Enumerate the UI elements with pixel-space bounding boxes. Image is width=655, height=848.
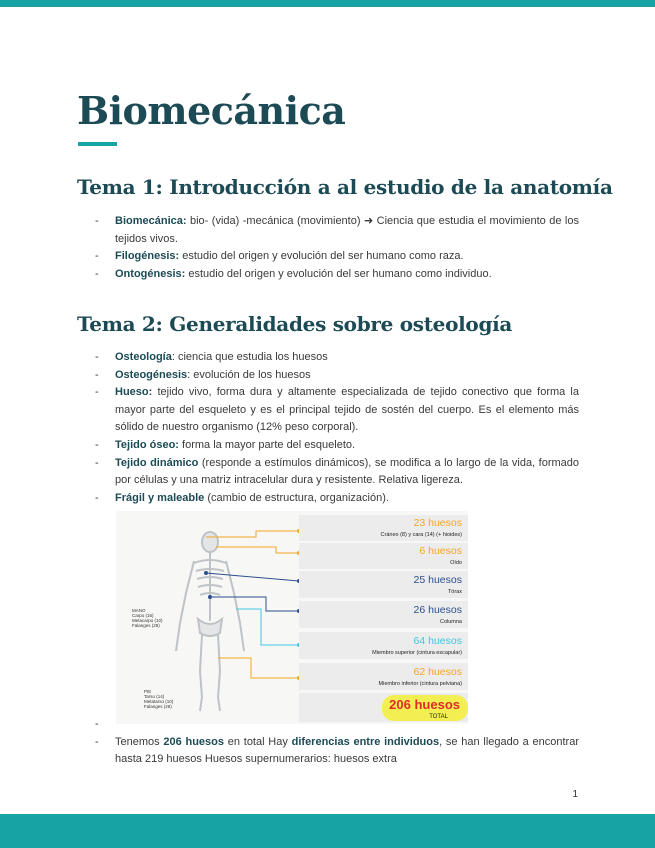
list-item: - Osteogénesis: evolución de los huesos bbox=[95, 368, 311, 381]
definition: estudio del origen y evolución del ser humano como individuo. bbox=[185, 267, 492, 280]
page-number: 1 bbox=[572, 789, 578, 800]
top-accent-bar bbox=[0, 0, 655, 7]
bone-row-ear: 6 huesos Oído bbox=[299, 543, 468, 569]
document-title: Biomecánica bbox=[77, 88, 346, 133]
foot-label: PIE Tarso (14) Metatarso (10) Falanges (28) bbox=[144, 689, 174, 709]
tema2-heading: Tema 2: Generalidades sobre osteología bbox=[77, 312, 513, 336]
tema1-heading: Tema 1: Introducción a al estudio de la anatomía bbox=[77, 175, 613, 199]
term: Ontogénesis: bbox=[115, 267, 186, 280]
list-item: - Tenemos 206 huesos en total Hay diferencias entre individuos, se han llegado a encontrar hasta 219 huesos Huesos supernumerarios: huesos extra bbox=[95, 735, 579, 766]
definition: forma la mayor parte del esqueleto. bbox=[178, 438, 356, 451]
tema2-list bbox=[95, 349, 579, 507]
list-item: - Frágil y maleable (cambio de estructura, organización). bbox=[95, 491, 389, 504]
list-item: - Osteología: ciencia que estudia los huesos bbox=[95, 351, 328, 363]
term: Filogénesis: bbox=[115, 250, 180, 263]
skeleton-bones-figure bbox=[116, 511, 468, 724]
term: Biomecánica: bbox=[115, 215, 187, 227]
definition: : evolución de los huesos bbox=[187, 368, 311, 381]
bottom-accent-bar bbox=[0, 814, 655, 848]
title-underline bbox=[78, 142, 117, 146]
term: Frágil y maleable bbox=[115, 491, 205, 504]
bone-row-thorax: 25 huesos Tórax bbox=[299, 571, 468, 598]
hand-label: MANO Carpo (16) Metacarpo (10) Falanges (28) bbox=[132, 608, 163, 628]
total-label: TOTAL bbox=[429, 714, 448, 720]
tema2-list-continued bbox=[95, 716, 579, 769]
definition: bio- (vida) -mecánica (movimiento) ➜ Ciencia que estudia el movimiento de los tejidos vivos. bbox=[115, 215, 579, 245]
bone-row-skull: 23 huesos Cráneo (8) y cara (14) (+ hioides) bbox=[299, 515, 468, 541]
definition: (responde a estímulos dinámicos), se modifica a lo largo de la vida, formado por células y una matriz intracelular dura y resistente. Relativa ligereza. bbox=[115, 456, 580, 487]
definition: (cambio de estructura, organización). bbox=[204, 491, 389, 504]
term: Hueso: bbox=[115, 386, 153, 399]
bone-row-spine: 26 huesos Columna bbox=[299, 601, 468, 628]
list-item: - Biomecánica: bio- (vida) -mecánica (movimiento) ➜ Ciencia que estudia el movimiento de los tejidos vivos. bbox=[95, 215, 579, 245]
definition: : ciencia que estudia los huesos bbox=[171, 351, 328, 363]
term: Tejido dinámico bbox=[115, 456, 199, 469]
list-item: - Hueso: tejido vivo, forma dura y altamente especializada de tejido conectivo que forma la mayor parte del esqueleto y es el principal tejido de sostén del cuerpo. Es el elemento más sólido de nuestro organismo (12% peso corporal). bbox=[95, 386, 579, 434]
total-bones: 206 huesos bbox=[389, 697, 460, 712]
bone-row-lower-limb: 62 huesos Miembro inferior (cintura pelviana) bbox=[299, 663, 468, 690]
list-item: - Ontogénesis: estudio del origen y evolución del ser humano como individuo. bbox=[95, 267, 492, 280]
list-item: - Filogénesis: estudio del origen y evolución del ser humano como raza. bbox=[95, 250, 464, 263]
term: Tejido óseo: bbox=[115, 438, 179, 451]
term: Osteogénesis bbox=[115, 368, 188, 381]
term: Osteología bbox=[115, 351, 172, 363]
tema1-list bbox=[95, 213, 579, 283]
list-item: - Tejido óseo: forma la mayor parte del esqueleto. bbox=[95, 438, 356, 451]
list-item: - Tejido dinámico (responde a estímulos dinámicos), se modifica a lo largo de la vida, formado por células y una matriz intracelular dura y resistente. Relativa ligereza. bbox=[95, 456, 580, 487]
definition: estudio del origen y evolución del ser humano como raza. bbox=[179, 250, 464, 263]
list-item-empty: - bbox=[95, 718, 99, 730]
bone-row-upper-limb: 64 huesos Miembro superior (cintura escapular) bbox=[299, 632, 468, 659]
definition: tejido vivo, forma dura y altamente especializada de tejido conectivo que forma la mayor parte del esqueleto y es el principal tejido de sostén del cuerpo. Es el elemento más sólido de nuestro organismo (12% peso corporal). bbox=[115, 386, 579, 434]
